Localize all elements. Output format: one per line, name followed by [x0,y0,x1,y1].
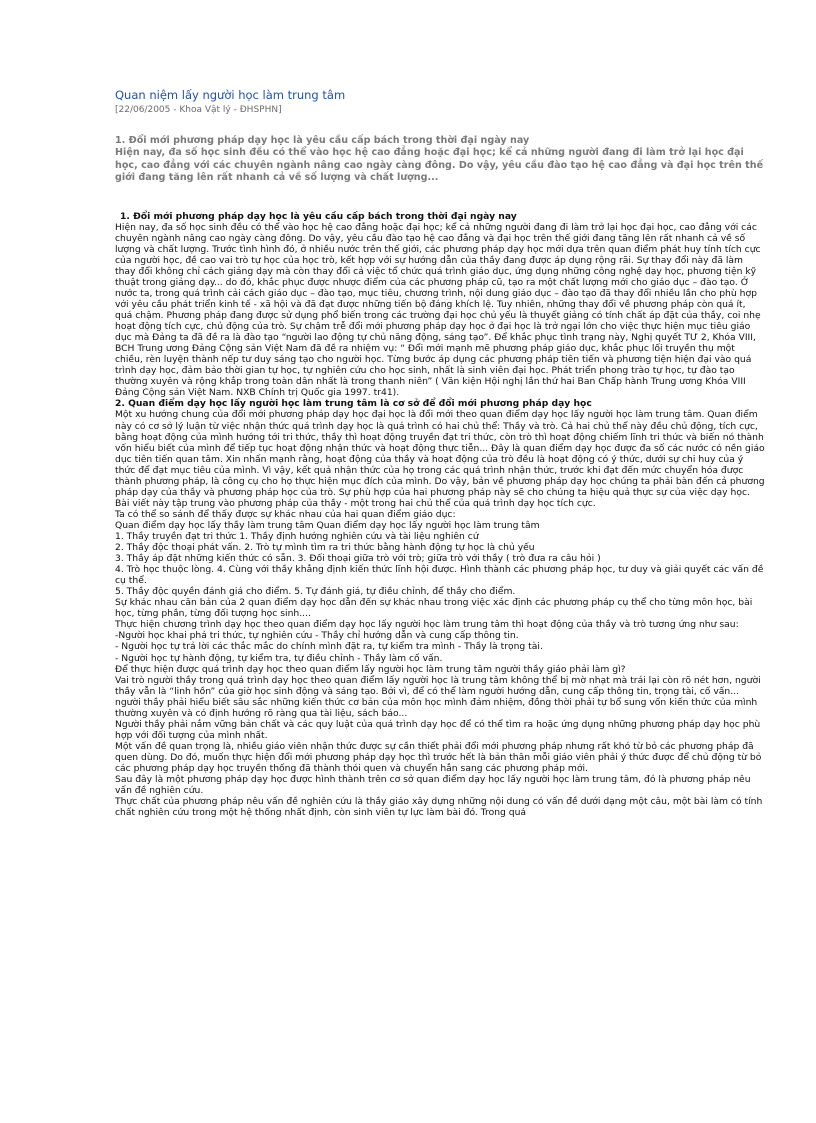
section-heading: 2. Quan điểm dạy học lấy người học làm trung tâm là cơ sở để đổi mới phương pháp dạy học [115,398,592,410]
body-paragraph: Vai trò người thầy trong quá trình dạy học theo quan điểm lấy người học là trung tâm không thể bị mờ nhạt mà trái lại còn rõ nét hơn, người thầy vẫn là “linh hồn” của giờ học sinh động và sáng tạo. Bởi vì, để có thể làm người hướng dẫn, cung cấp thông tin, trọng tài, cố vấn... người thầy phải hiểu biết sâu sắc những kiến thức cơ bản của môn học mình đảm nhiệm, đồng thời phải tự bổ sung vốn kiến thức của mình thường xuyên và có định hướng rõ ràng qua tài liệu, sách báo... [115,674,761,719]
body-paragraph: Sau đây là một phương pháp dạy học được hình thành trên cơ sở quan điểm dạy học lấy người học làm trung tâm, đó là phương pháp nêu vấn đề nghiên cứu. [115,774,751,797]
article [115,88,765,818]
body-paragraph: 2. Thầy độc thoại phát vấn. 2. Trò tự mình tìm ra tri thức bằng hành động tự học là chủ yếu [115,542,535,554]
body-paragraph: Một xu hướng chung của đổi mới phương pháp dạy học đại học là đổi mới theo quan điểm dạy học lấy người học làm trung tâm. Quan điểm này có cơ sở lý luận từ việc nhận thức quá trình dạy học là quá trình có hai chủ thể: Thầy và trò. Cả hai chủ thể này đều chủ động, tích cực, bằng hoạt động của mình hướng tới tri thức, thầy thì hoạt động truyền đạt tri thức, còn trò thì hoạt động chiếm lĩnh tri thức và biến nó thành vốn hiểu biết của mình để tiếp tục hoạt động nhận thức và hoạt động thực tiễn... Đây là quan điểm dạy học được đa số các nước có nền giáo dục tiên tiến quan tâm. Xin nhấn mạnh rằng, hoạt động của thầy và hoạt động của trò đều là hoạt động có ý thức, dưới sự chi huy của ý thức để đạt mục tiêu của mình. Vì vậy, kết quả nhận thức của họ trong các quá trình nhận thức, trước khi đạt đến mức chuyển hóa được thành phương pháp, là công cụ cho họ thực hiện mục đích của mình. Do vậy, bản về phương pháp dạy học chúng ta phải bàn đến cả phương pháp dạy của thầy và phương pháp học của trò. Sự phù hợp của hai phương pháp này sẽ cho chúng ta hiệu quả thực sự của việc dạy học. Bài viết này tập trung vào phương pháp của thầy - một trong hai chủ thể của quá trình dạy học tích cực. [115,409,765,509]
body-paragraph: - Người học tự trả lời các thắc mắc do chính mình đặt ra, tự kiểm tra mình - Thầy là trọng tài. [115,641,543,653]
body-paragraph: Thực chất của phương pháp nêu vấn đề nghiên cứu là thầy giáo xây dựng những nội dung có vấn đề dưới dạng một câu, một bài làm có tính chất nghiên cứu trong một hệ thống nhất định, còn sinh viên tự lực làm bài đó. Trong quá [115,796,763,819]
article-meta: [22/06/2005 - Khoa Vật lý - ĐHSPHN] [115,105,282,115]
article-summary [115,135,765,185]
body-paragraph: Sự khác nhau căn bản của 2 quan điểm dạy học dẫn đến sự khác nhau trong việc xác định các phương pháp cụ thể cho từng môn học, bài học, từng phần, từng đối tượng học sinh.... [115,597,753,620]
section-heading: 1. Đổi mới phương pháp dạy học là yêu cầu cấp bách trong thời đại ngày nay [120,210,517,222]
article-body [115,211,765,819]
body-paragraph: Để thực hiện được quá trình dạy học theo quan điểm lấy người học làm trung tâm người thầy giáo phải làm gì? [115,663,626,675]
body-paragraph: Thực hiện chương trình dạy học theo quan điểm dạy học lấy người học làm trung tâm thì hoạt động của thầy và trò tương ứng như sau: [115,619,739,631]
summary-text: Hiện nay, đa số học sinh đều có thể vào học hệ cao đẳng hoặc đại học; kể cả những người đang đi làm trở lại học đại học, cao đẳng với các chuyên ngành nâng cao ngày càng đông. Do vậy, yêu cầu đào tạo hệ cao đẳng và đại học trên thế giới đang tăng lên rất nhanh cả về số lượng và chất lượng... [115,147,764,184]
body-paragraph: Người thầy phải nắm vững bản chất và các quy luật của quá trình dạy học để có thể tìm ra hoặc ứng dụng những phương pháp dạy học phù hợp với đối tượng của mình nhất. [115,718,761,741]
body-paragraph: Ta có thể so sánh để thấy được sự khác nhau của hai quan điểm giáo dục: [115,508,456,520]
article-title[interactable]: Quan niệm lấy người học làm trung tâm [115,88,346,102]
body-paragraph: Hiện nay, đa số học sinh đều có thể vào học hệ cao đẳng hoặc đại học; kể cả những người đang đi làm trở lại học đại học, cao đẳng với các chuyên ngành nâng cao ngày càng đông. Do vậy, yêu cầu đào tạo hệ cao đẳng và đại học trên thế giới đang tăng lên rất nhanh cả về số lượng và chất lượng. Trước tình hình đó, ở nhiều nước trên thế giới, các phương pháp dạy học mới dựa trên quan điểm phát huy tính tích cực của người học, đề cao vai trò tự học của học trò, kết hợp với sự hướng dẫn của thầy đang được áp dụng rộng rãi. Sự thay đổi này đã làm thay đổi không chỉ cách giảng dạy mà còn thay đổi cả việc tổ chức quá trình giáo dục, ứng dụng những công nghệ dạy học, phương tiện kỹ thuật trong giảng dạy... do đó, khắc phục được nhược điểm của các phương pháp cũ, tạo ra một chất lượng mới cho giáo dục – đào tạo. Ở nước ta, trong quá trình cải cách giáo dục – đào tạo, mục tiêu, chương trình, nội dung giáo dục – đào tạo đã thay đổi nhiều lần cho phù hợp với yêu cầu phát triển kinh tế - xã hội và đã đạt được những tiến bộ đáng khích lệ. Tuy nhiên, những thay đổi về phương pháp còn quá ít, quá chậm. Phương pháp đang được sử dụng phổ biến trong các trường đại học chủ yếu là thuyết giảng có tính chất áp đặt của thầy, coi nhẹ hoạt động tích cực, chủ động của trò. Sự chậm trễ đổi mới phương pháp dạy học ở đại học là trở ngại lớn cho việc thực hiện mục tiêu giáo dục mà Đảng ta đã đề ra là đào tạo “người lao động tự chủ năng động, sáng tạo”. Để khắc phục tình trạng này, Nghị quyết TƯ 2, Khóa VIII, BCH Trung ương Đảng Cộng sản Việt Nam đã đề ra nhiệm vụ: “ Đổi mới mạnh mẽ phương pháp giáo dục, khắc phục lối truyền thụ một chiều, rèn luyện thành nếp tư duy sáng tạo cho người học. Từng bước áp dụng các phương pháp tiên tiến và phương tiện hiện đại vào quá trình dạy học, đảm bảo thời gian tự học, tự nghiên cứu cho học sinh, nhất là sinh viên đại học. Phát triển phong trào tự học, tự đào tạo thường xuyên và rộng khắp trong toàn dân nhất là trong thanh niên” ( Văn kiện Hội nghị lần thứ hai Ban Chấp hành Trung ương Khóa VIII Đảng Cộng sản Việt Nam. NXB Chính trị Quốc gia 1997. tr41). [115,221,761,399]
body-paragraph: - Người học tự hành động, tự kiểm tra, tự điều chỉnh - Thầy làm cố vấn. [115,652,443,664]
body-paragraph: 4. Trò học thuộc lòng. 4. Cùng với thầy khẳng định kiến thức lĩnh hội được. Hình thành các phương pháp học, tư duy và giải quyết các vấn đề cụ thể. [115,564,764,587]
body-paragraph: 1. Thầy truyền đạt tri thức 1. Thầy định hướng nghiên cứu và tài liệu nghiên cứ [115,530,479,542]
body-paragraph: 3. Thầy áp đặt những kiến thức có sẵn. 3. Đối thoại giữa trò với trò; giữa trò với thầy ( trò đưa ra câu hỏi ) [115,553,601,565]
summary-heading: 1. Đổi mới phương pháp dạy học là yêu cầu cấp bách trong thời đại ngày nay [115,135,530,146]
body-paragraph: Quan điểm dạy học lấy thầy làm trung tâm Quan điểm dạy học lấy người học làm trung tâm [115,519,540,531]
body-paragraph: -Người học khai phá tri thức, tự nghiên cứu - Thầy chỉ hướng dẫn và cung cấp thông tin. [115,630,519,642]
body-paragraph: Một vấn đề quan trọng là, nhiều giáo viên nhận thức được sự cần thiết phải đổi mới phương pháp nhưng rất khó từ bỏ các phương pháp đã quen dùng. Do đó, muốn thực hiện đổi mới phương pháp dạy học thì trước hết là bản thân mỗi giáo viên phải ý thức được để chủ động từ bỏ các phương pháp dạy học truyền thống đã thành thói quen và chuyển hẳn sang các phương pháp mới. [115,740,762,774]
body-paragraph: 5. Thầy độc quyền đánh giá cho điểm. 5. Tự đánh giá, tự điều chỉnh, để thầy cho điểm. [115,586,516,598]
